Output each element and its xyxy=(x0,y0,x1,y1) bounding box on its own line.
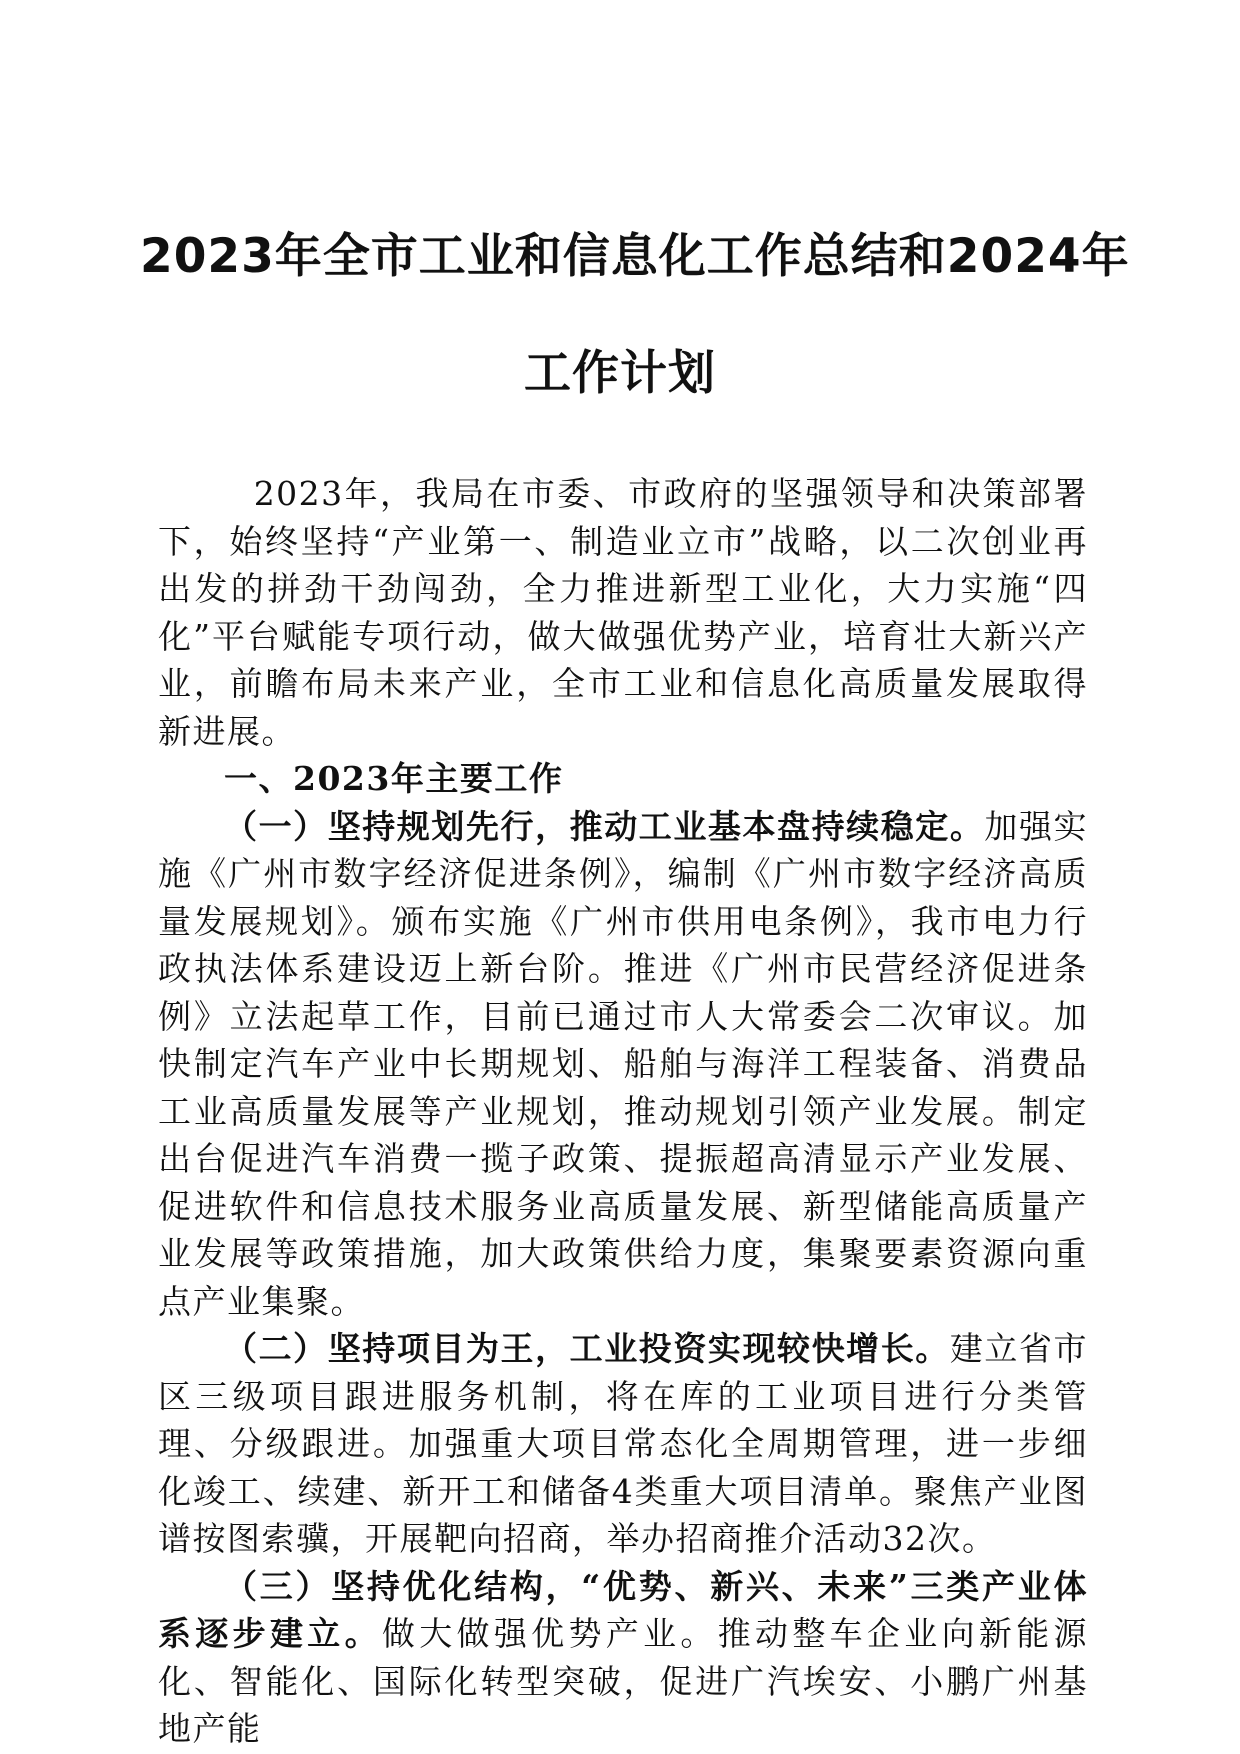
paragraph-1-text: 加强实施《广州市数字经济促进条例》，编制《广州市数字经济高质量发展规划》。颁布实施《广州市供用电条例》，我市电力行政执法体系建设迈上新台阶。推进《广州市民营经济促进条例》立法起草工作，目前已通过市人大常委会二次审议。加快制定汽车产业中长期规划、船舶与海洋工程装备、消费品工业高质量发展等产业规划，推动规划引领产业发展。制定出台促进汽车消费一揽子政策、提振超高清显示产业发展、促进软件和信息技术服务业高质量发展、新型储能高质量产业发展等政策措施，加大政策供给力度，集聚要素资源向重点产业集聚。 xyxy=(158,806,1088,1321)
paragraph-2 xyxy=(158,1325,1088,1563)
paragraph-3 xyxy=(158,1563,1088,1753)
document-title-line-1: 2023年全市工业和信息化工作总结和2024年 xyxy=(140,229,1130,284)
paragraph-2-text: 建立省市区三级项目跟进服务机制，将在库的工业项目进行分类管理、分级跟进。加强重大项目常态化全周期管理，进一步细化竣工、续建、新开工和储备4类重大项目清单。聚焦产业图谱按图索骥，开展靶向招商，举办招商推介活动32次。 xyxy=(158,1329,1088,1558)
paragraph-3-label: （三）坚持优化结构，“优势、新兴、未来”三类产业体系逐步建立。 xyxy=(158,1566,1088,1653)
paragraph-2-label: （二）坚持项目为王，工业投资实现较快增长。 xyxy=(224,1329,950,1368)
paragraph-1 xyxy=(158,803,1088,1326)
section-heading: 一、2023年主要工作 xyxy=(224,759,564,798)
paragraph-1-label: （一）坚持规划先行，推动工业基本盘持续稳定。 xyxy=(224,806,985,846)
document-body xyxy=(158,470,1088,1753)
intro-paragraph: 2023年，我局在市委、市政府的坚强领导和决策部署下，始终坚持“产业第一、制造业立市”战略，以二次创业再出发的拼劲干劲闯劲，全力推进新型工业化，大力实施“四化”平台赋能专项行动，做大做强优势产业，培育壮大新兴产业，前瞻布局未来产业，全市工业和信息化高质量发展取得新进展。 xyxy=(158,474,1088,751)
paragraph-3-text: 做大做强优势产业。推动整车企业向新能源化、智能化、国际化转型突破，促进广汽埃安、小鹏广州基地产能 xyxy=(158,1614,1088,1748)
document-title-line-2: 工作计划 xyxy=(524,346,716,401)
